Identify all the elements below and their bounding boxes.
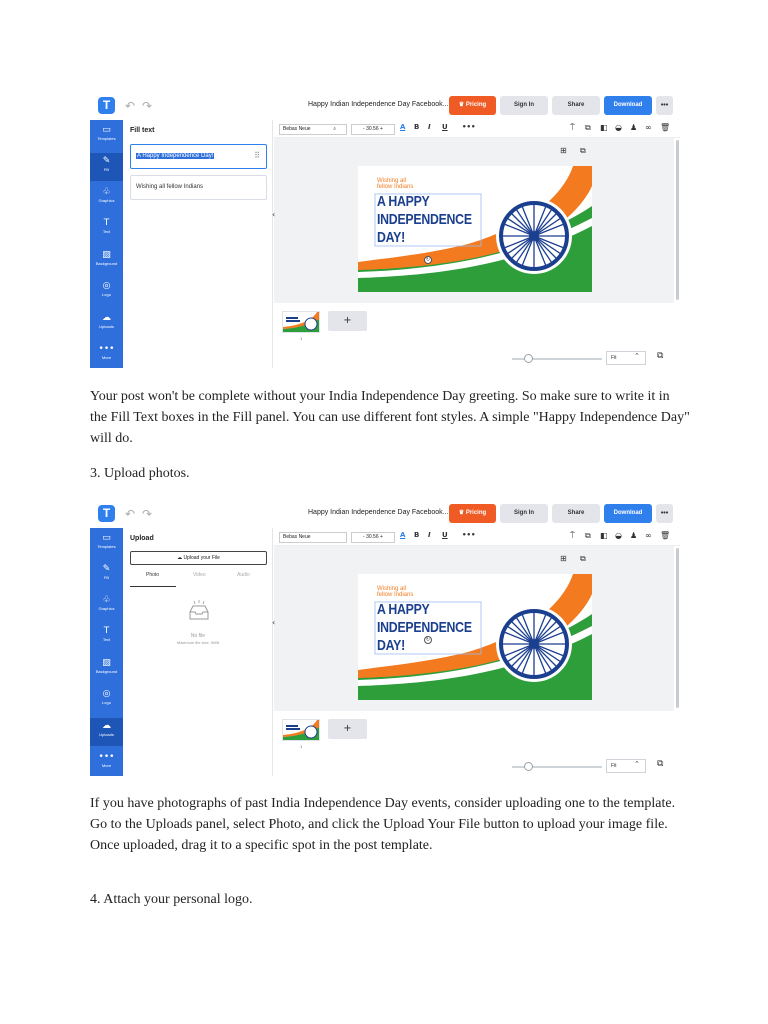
rail-label: Graphics <box>98 606 115 611</box>
sign-in-button[interactable]: Sign In <box>500 96 548 115</box>
crown-icon: ♛ <box>458 510 466 516</box>
download-button[interactable]: Download <box>604 504 652 523</box>
increase-size[interactable]: + <box>380 534 383 540</box>
small-text-line: Wishing all <box>377 178 407 184</box>
rail-item-more[interactable] <box>90 341 123 369</box>
page-strip <box>274 711 674 776</box>
rail-item-graphics[interactable] <box>90 184 123 212</box>
layers-icon[interactable]: ◧ <box>600 531 608 540</box>
increase-size[interactable]: + <box>380 126 383 132</box>
add-page-button[interactable]: + <box>328 311 367 331</box>
fill-text-value: A Happy Independence Day! <box>137 153 214 159</box>
page-number: 1 <box>300 744 303 749</box>
app-logo[interactable]: T <box>98 505 115 522</box>
canvas-scrollbar[interactable] <box>676 548 679 708</box>
cloud-upload-icon: ☁ <box>177 555 184 561</box>
logo-icon: ◎ <box>102 281 111 291</box>
rail-item-graphics[interactable] <box>90 592 123 620</box>
rail-label: Uploads <box>99 732 114 737</box>
link-icon[interactable]: ∞ <box>645 531 652 540</box>
rail-item-more[interactable] <box>90 749 123 777</box>
underline-button[interactable]: U <box>442 123 448 131</box>
redo-icon[interactable]: ↷ <box>142 99 153 113</box>
paint-roller-icon[interactable]: ⍑ <box>570 531 575 540</box>
thumbnail-artwork <box>283 720 320 741</box>
undo-icon[interactable]: ↶ <box>125 507 136 521</box>
rail-label: Text <box>102 637 111 642</box>
upload-button-label: Upload your File <box>183 555 220 561</box>
crown-icon: ♛ <box>458 102 466 108</box>
text-color-button[interactable]: A <box>400 531 406 539</box>
left-rail <box>90 120 123 368</box>
trash-icon[interactable]: 🗑 <box>660 123 671 132</box>
rail-item-fill[interactable] <box>90 561 123 589</box>
fill-text-value: Wishing all fellow Indians <box>136 184 204 190</box>
rail-label: Logo <box>102 700 111 705</box>
small-text-line: Wishing all <box>377 586 407 592</box>
more-text-options[interactable]: ••• <box>462 531 476 539</box>
more-options-button[interactable]: ••• <box>656 504 673 523</box>
fill-text-box-1[interactable] <box>130 144 267 169</box>
tab-video[interactable]: Video <box>193 572 206 578</box>
step-3-heading: 3. Upload photos. <box>90 466 190 481</box>
pricing-button[interactable] <box>449 96 496 115</box>
bold-button[interactable]: B <box>414 531 420 539</box>
page-thumbnail[interactable] <box>282 311 320 333</box>
rotate-handle-icon[interactable]: ↻ <box>425 637 431 643</box>
rail-item-text[interactable] <box>90 215 123 243</box>
rail-label: Logo <box>102 292 111 297</box>
opacity-icon[interactable]: ◒ <box>615 531 622 540</box>
canvas-workspace <box>274 138 674 303</box>
shapes-icon: ♧ <box>102 187 111 197</box>
pencil-icon: ✎ <box>102 564 111 574</box>
rail-item-text[interactable] <box>90 623 123 651</box>
design-small-text[interactable] <box>377 586 413 598</box>
zoom-select[interactable]: Fit <box>606 351 646 365</box>
font-name: Bebas Neue <box>283 126 311 132</box>
paint-roller-icon[interactable]: ⍑ <box>570 123 575 132</box>
text-toolbar <box>274 528 680 546</box>
font-family-select[interactable] <box>279 532 347 543</box>
pencil-icon: ✎ <box>102 156 111 166</box>
tab-photo[interactable]: Photo <box>146 572 160 578</box>
opacity-icon[interactable]: ◒ <box>615 123 622 132</box>
collapse-panel-icon[interactable]: ‹ <box>272 210 276 219</box>
rail-label: Uploads <box>99 324 114 329</box>
pricing-label: Pricing <box>465 102 487 108</box>
share-button[interactable]: Share <box>552 504 600 523</box>
chevron-up-icon[interactable]: ⌃ <box>634 760 640 768</box>
step-4-heading: 4. Attach your personal logo. <box>90 892 253 907</box>
design-headline[interactable] <box>377 601 472 655</box>
headline-line: INDEPENDENCE <box>377 211 472 228</box>
download-button[interactable]: Download <box>604 96 652 115</box>
bold-button[interactable]: B <box>414 123 420 131</box>
editor-screenshot-fill <box>90 90 680 368</box>
headline-line: DAY! <box>377 637 405 654</box>
paragraph-fill-text: Your post won't be complete without your India Independence Day greeting. So make sure to write it in the Fill Text boxes in the Fill panel. You can use different font styles. A simple "Happy Independence Day" will do. <box>90 389 690 446</box>
font-size-stepper[interactable] <box>351 532 395 543</box>
stamp-icon[interactable]: ♟ <box>630 531 638 540</box>
small-text-line: fellow Indians <box>377 184 414 190</box>
duplicate-icon[interactable]: ⧉ <box>580 554 586 563</box>
empty-inbox-icon <box>187 600 211 624</box>
page-strip <box>274 303 674 368</box>
zoom-select[interactable]: Fit <box>606 759 646 773</box>
rail-item-templates[interactable] <box>90 122 123 150</box>
collapse-panel-icon[interactable]: ‹ <box>272 618 276 627</box>
zoom-slider-handle[interactable] <box>524 762 533 771</box>
headline-line: A HAPPY <box>377 601 430 618</box>
pricing-button[interactable] <box>449 504 496 523</box>
stamp-icon[interactable]: ♟ <box>630 123 638 132</box>
italic-button[interactable]: I <box>428 123 431 131</box>
rail-label: Fill <box>103 575 110 580</box>
link-icon[interactable]: ∞ <box>645 123 652 132</box>
rotate-handle-icon[interactable]: ↻ <box>425 257 431 263</box>
copy-icon[interactable]: ⧉ <box>585 531 591 540</box>
editor-topbar <box>90 90 680 120</box>
editor-screenshot-upload <box>90 498 680 776</box>
text-icon: T <box>103 218 110 228</box>
headline-line: INDEPENDENCE <box>377 619 472 636</box>
font-name: Bebas Neue <box>283 534 311 540</box>
font-size-value: 30.56 <box>366 534 379 540</box>
fill-panel <box>123 120 276 368</box>
text-icon: T <box>103 626 110 636</box>
zoom-slider-handle[interactable] <box>524 354 533 363</box>
share-button[interactable]: Share <box>552 96 600 115</box>
small-text-line: fellow Indians <box>377 592 414 598</box>
design-canvas[interactable] <box>358 166 592 292</box>
italic-button[interactable]: I <box>428 531 431 539</box>
font-size-value: 30.56 <box>366 126 379 132</box>
max-file-size-text: Maximum file size: 5MB <box>176 640 220 645</box>
panel-title: Upload <box>130 535 154 542</box>
more-icon: ••• <box>98 752 115 762</box>
page-number: 1 <box>300 336 303 341</box>
background-icon: ▨ <box>102 250 111 260</box>
font-size-stepper[interactable] <box>351 124 395 135</box>
font-family-select[interactable] <box>279 124 347 135</box>
cloud-upload-icon: ☁ <box>102 721 111 731</box>
rail-label: More <box>101 355 112 360</box>
rail-label: Background <box>95 261 118 266</box>
search-icon: ⌕ <box>333 126 336 132</box>
editor-topbar <box>90 498 680 528</box>
canvas-workspace <box>274 546 674 711</box>
rail-label: Fill <box>103 167 110 172</box>
underline-button[interactable]: U <box>442 531 448 539</box>
cloud-upload-icon: ☁ <box>102 313 111 323</box>
add-icon[interactable]: ⊞ <box>560 554 567 563</box>
rail-label: Background <box>95 669 118 674</box>
rail-label: More <box>101 763 112 768</box>
design-headline[interactable] <box>377 193 472 247</box>
rail-item-uploads[interactable] <box>90 718 123 746</box>
background-icon: ▨ <box>102 658 111 668</box>
pages-icon[interactable]: ⧉ <box>657 759 664 769</box>
templates-icon: ▭ <box>102 125 111 135</box>
more-icon: ••• <box>98 344 115 354</box>
add-icon[interactable]: ⊞ <box>560 146 567 155</box>
trash-icon[interactable]: 🗑 <box>660 531 671 540</box>
rail-item-logo[interactable] <box>90 278 123 306</box>
rail-label: Text <box>102 229 111 234</box>
rail-item-background[interactable] <box>90 247 123 275</box>
upload-file-button[interactable] <box>130 551 267 565</box>
drag-handle-icon[interactable]: ⠿ <box>254 151 260 160</box>
duplicate-icon[interactable]: ⧉ <box>580 146 586 155</box>
pages-icon[interactable]: ⧉ <box>657 351 664 361</box>
rail-label: Templates <box>97 544 116 549</box>
left-rail <box>90 528 123 776</box>
rail-label: Graphics <box>98 198 115 203</box>
tab-audio[interactable]: Audio <box>237 572 250 578</box>
page-thumbnail[interactable] <box>282 719 320 741</box>
canvas-scrollbar[interactable] <box>676 140 679 300</box>
decrease-size[interactable]: - <box>363 534 365 540</box>
design-small-text[interactable] <box>377 178 413 190</box>
rail-item-logo[interactable] <box>90 686 123 714</box>
text-toolbar <box>274 120 680 138</box>
more-options-button[interactable]: ••• <box>656 96 673 115</box>
chevron-up-icon[interactable]: ⌃ <box>634 352 640 360</box>
rail-item-uploads[interactable] <box>90 310 123 338</box>
active-tab-indicator <box>130 586 176 587</box>
headline-line: DAY! <box>377 229 405 246</box>
layers-icon[interactable]: ◧ <box>600 123 608 132</box>
decrease-size[interactable]: - <box>363 126 365 132</box>
paragraph-upload-photos: If you have photographs of past India Independence Day events, consider uploading one to the template. Go to the Uploads panel, select Photo, and click the Upload Your File button to upload your image file. Once uploaded, drag it to a specific spot in the post template. <box>90 796 676 853</box>
app-logo[interactable]: T <box>98 97 115 114</box>
sign-in-button[interactable]: Sign In <box>500 504 548 523</box>
panel-title: Fill text <box>130 127 155 134</box>
logo-icon: ◎ <box>102 689 111 699</box>
rail-item-fill[interactable] <box>90 153 123 181</box>
document-title[interactable]: Happy Indian Independence Day Facebook... <box>308 509 449 516</box>
add-page-button[interactable]: + <box>328 719 367 739</box>
headline-line: A HAPPY <box>377 193 430 210</box>
rail-label: Templates <box>97 136 116 141</box>
upload-panel <box>123 528 276 776</box>
undo-icon[interactable]: ↶ <box>125 99 136 113</box>
templates-icon: ▭ <box>102 533 111 543</box>
rail-item-background[interactable] <box>90 655 123 683</box>
shapes-icon: ♧ <box>102 595 111 605</box>
thumbnail-artwork <box>283 312 320 333</box>
no-file-text: No file <box>190 633 206 639</box>
more-text-options[interactable]: ••• <box>462 123 476 131</box>
design-canvas[interactable] <box>358 574 592 700</box>
redo-icon[interactable]: ↷ <box>142 507 153 521</box>
pricing-label: Pricing <box>465 510 487 516</box>
copy-icon[interactable]: ⧉ <box>585 123 591 132</box>
rail-item-templates[interactable] <box>90 530 123 558</box>
text-color-button[interactable]: A <box>400 123 406 131</box>
upload-tabs <box>130 572 267 582</box>
fill-text-box-2[interactable] <box>130 175 267 200</box>
document-title[interactable]: Happy Indian Independence Day Facebook... <box>308 101 449 108</box>
